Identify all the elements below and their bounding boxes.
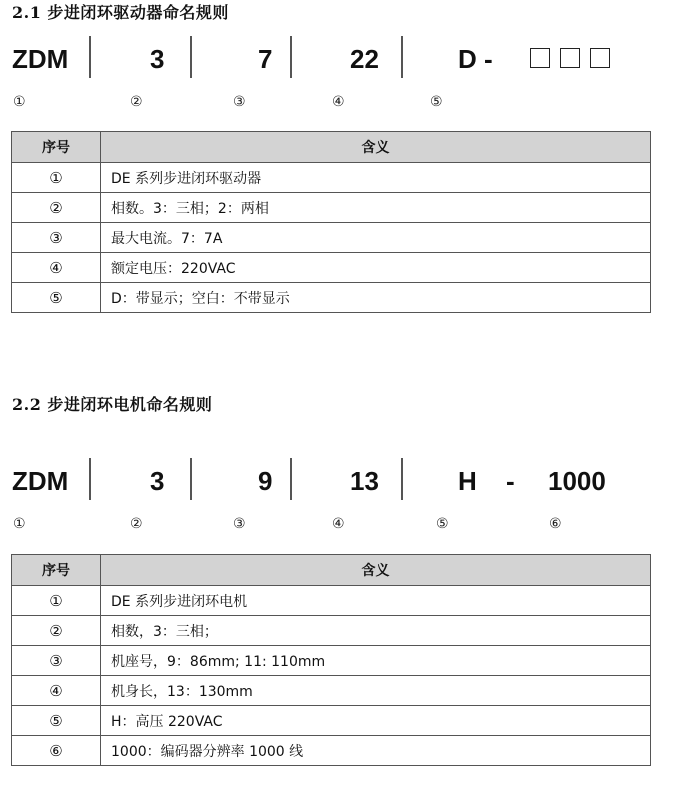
section2-heading: 2.2 步进闭环电机命名规则 (12, 395, 213, 414)
s1-divider (401, 36, 403, 78)
row-no: ① (12, 586, 101, 616)
row-meaning: 机身长，13：130mm (101, 676, 651, 706)
s2-code-dash: - (506, 466, 515, 496)
s2-code-series: ZDM (12, 466, 69, 496)
table-row (12, 736, 651, 766)
row-no: ③ (12, 646, 101, 676)
row-no: ⑤ (12, 706, 101, 736)
table-row (12, 676, 651, 706)
s1-marker: ③ (233, 94, 246, 110)
s2-divider (401, 458, 403, 500)
row-no: ④ (12, 253, 101, 283)
row-meaning: DE 系列步进闭环驱动器 (101, 163, 651, 193)
column-header-no: 序号 (12, 132, 101, 163)
s2-marker: ⑤ (436, 516, 449, 532)
s1-spec-table (11, 131, 651, 313)
s2-spec-table (11, 554, 651, 766)
row-meaning: 相数，3：三相； (101, 616, 651, 646)
row-no: ⑤ (12, 283, 101, 313)
table-row (12, 253, 651, 283)
row-no: ⑥ (12, 736, 101, 766)
table-row (12, 223, 651, 253)
s1-divider (89, 36, 91, 78)
s1-code-phase: 3 (150, 44, 165, 74)
row-meaning: 额定电压：220VAC (101, 253, 651, 283)
row-meaning: DE 系列步进闭环电机 (101, 586, 651, 616)
table-row (12, 163, 651, 193)
row-no: ② (12, 193, 101, 223)
table-row (12, 283, 651, 313)
row-no: ① (12, 163, 101, 193)
s1-placeholder-box (530, 48, 550, 68)
row-meaning: 相数。3：三相；2：两相 (101, 193, 651, 223)
row-meaning: 机座号，9：86mm; 11: 110mm (101, 646, 651, 676)
s2-marker: ③ (233, 516, 246, 532)
s1-placeholder-box (590, 48, 610, 68)
s2-divider (190, 458, 192, 500)
s2-divider (290, 458, 292, 500)
row-meaning: 最大电流。7：7A (101, 223, 651, 253)
s2-code-encoder: 1000 (548, 466, 606, 496)
s1-code-display: D - (458, 44, 493, 74)
table-header-row (12, 555, 651, 586)
s2-code-frame: 9 (258, 466, 273, 496)
table-row (12, 586, 651, 616)
s1-code-series: ZDM (12, 44, 69, 74)
s1-marker: ⑤ (430, 94, 443, 110)
s2-marker: ④ (332, 516, 345, 532)
table-header-row (12, 132, 651, 163)
table-row (12, 616, 651, 646)
column-header-no: 序号 (12, 555, 101, 586)
row-no: ② (12, 616, 101, 646)
row-no: ③ (12, 223, 101, 253)
row-meaning: H：高压 220VAC (101, 706, 651, 736)
row-no: ④ (12, 676, 101, 706)
s1-code-voltage: 22 (350, 44, 379, 74)
s2-marker: ① (13, 516, 26, 532)
table-row (12, 706, 651, 736)
s1-marker: ② (130, 94, 143, 110)
s1-placeholder-box (560, 48, 580, 68)
row-meaning: D：带显示；空白：不带显示 (101, 283, 651, 313)
s1-marker: ① (13, 94, 26, 110)
s1-divider (190, 36, 192, 78)
row-meaning: 1000：编码器分辨率 1000 线 (101, 736, 651, 766)
s2-divider (89, 458, 91, 500)
s1-divider (290, 36, 292, 78)
s2-code-phase: 3 (150, 466, 165, 496)
column-header-meaning: 含义 (101, 555, 651, 586)
table-row (12, 646, 651, 676)
s1-code-current: 7 (258, 44, 273, 74)
s2-marker: ⑥ (549, 516, 562, 532)
table-row (12, 193, 651, 223)
s2-code-length: 13 (350, 466, 379, 496)
section1-heading: 2.1 步进闭环驱动器命名规则 (12, 3, 229, 22)
column-header-meaning: 含义 (101, 132, 651, 163)
s1-marker: ④ (332, 94, 345, 110)
s2-code-voltage: H (458, 466, 477, 496)
s2-marker: ② (130, 516, 143, 532)
